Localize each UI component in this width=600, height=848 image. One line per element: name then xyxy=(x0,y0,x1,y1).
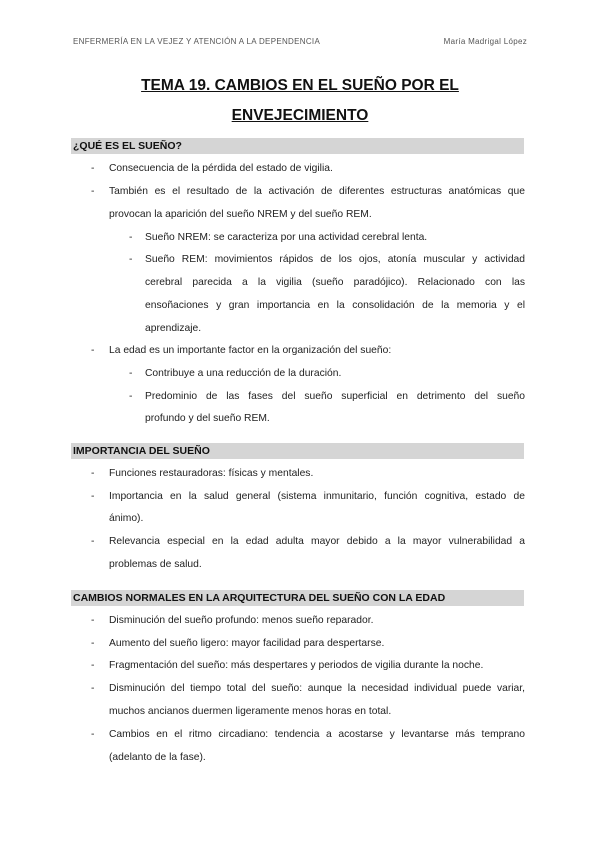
list-item: Relevancia especial en la edad adulta mayor debido a la mayor vulnerabilidad a xyxy=(109,536,525,547)
list-item: Aumento del sueño ligero: mayor facilidad para despertarse. xyxy=(109,638,385,649)
sublist-item: Sueño NREM: se caracteriza por una actividad cerebral lenta. xyxy=(145,232,428,243)
header-course: ENFERMERÍA EN LA VEJEZ Y ATENCIÓN A LA DEPENDENCIA xyxy=(73,37,321,46)
list-bullet: - xyxy=(91,345,95,356)
page-header xyxy=(73,37,527,49)
list-item-continued: (adelanto de la fase). xyxy=(109,752,206,763)
list-bullet: - xyxy=(91,660,95,671)
list-bullet: - xyxy=(91,638,95,649)
sublist-item-continued: aprendizaje. xyxy=(145,323,202,334)
list-item-continued: muchos ancianos duermen ligeramente menos horas en total. xyxy=(109,706,392,717)
sublist-bullet: - xyxy=(129,232,133,243)
page-title-line-2: ENVEJECIMIENTO xyxy=(231,107,369,124)
list-item: Disminución del tiempo total del sueño: aunque la necesidad individual puede variar, xyxy=(109,683,525,694)
sublist-item: Sueño REM: movimientos rápidos de los ojos, atonía muscular y actividad xyxy=(145,254,525,265)
sublist-bullet: - xyxy=(129,254,133,265)
list-bullet: - xyxy=(91,683,95,694)
list-item: Importancia en la salud general (sistema inmunitario, función cognitiva, estado de xyxy=(109,491,525,502)
list-item: Fragmentación del sueño: más despertares y periodos de vigilia durante la noche. xyxy=(109,660,484,671)
page-title-line-1: TEMA 19. CAMBIOS EN EL SUEÑO POR EL xyxy=(141,77,459,94)
list-item: Funciones restauradoras: físicas y mentales. xyxy=(109,468,314,479)
list-item: También es el resultado de la activación de diferentes estructuras anatómicas que xyxy=(109,186,525,197)
list-item-continued: provocan la aparición del sueño NREM y del sueño REM. xyxy=(109,209,372,220)
sublist-bullet: - xyxy=(129,368,133,379)
sublist-item-continued: cerebral parecida a la vigilia (sueño paradójico). Relacionado con las xyxy=(145,277,525,288)
list-bullet: - xyxy=(91,729,95,740)
list-item: Disminución del sueño profundo: menos sueño reparador. xyxy=(109,615,374,626)
sublist-bullet: - xyxy=(129,391,133,402)
list-bullet: - xyxy=(91,186,95,197)
sublist-item-continued: profundo y del sueño REM. xyxy=(145,413,270,424)
list-item-continued: problemas de salud. xyxy=(109,559,202,570)
list-bullet: - xyxy=(91,536,95,547)
list-item: La edad es un importante factor en la organización del sueño: xyxy=(109,345,392,356)
list-bullet: - xyxy=(91,491,95,502)
section-heading: ¿QUÉ ES EL SUEÑO? xyxy=(71,138,524,154)
section-heading: CAMBIOS NORMALES EN LA ARQUITECTURA DEL SUEÑO CON LA EDAD xyxy=(71,590,524,606)
sublist-item-continued: ensoñaciones y gran importancia en la consolidación de la memoria y el xyxy=(145,300,525,311)
sublist-item: Predominio de las fases del sueño superficial en detrimento del sueño xyxy=(145,391,525,402)
sublist-item: Contribuye a una reducción de la duración. xyxy=(145,368,342,379)
header-author: María Madrigal López xyxy=(443,37,527,46)
list-bullet: - xyxy=(91,163,95,174)
list-bullet: - xyxy=(91,615,95,626)
list-bullet: - xyxy=(91,468,95,479)
section-heading: IMPORTANCIA DEL SUEÑO xyxy=(71,443,524,459)
list-item: Cambios en el ritmo circadiano: tendencia a acostarse y levantarse más temprano xyxy=(109,729,525,740)
list-item: Consecuencia de la pérdida del estado de vigilia. xyxy=(109,163,333,174)
list-item-continued: ánimo). xyxy=(109,513,144,524)
